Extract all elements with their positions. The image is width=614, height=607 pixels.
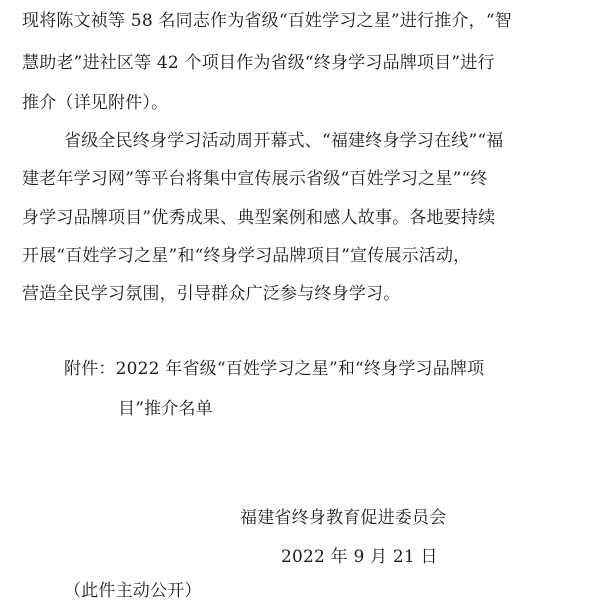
paragraph-2-line-3: 身学习品牌项目”优秀成果、典型案例和感人故事。各地要持续 [22,208,496,228]
paragraph-2-line-2: 建老年学习网”等平台将集中宣传展示省级“百姓学习之星”“终 [22,169,488,189]
paragraph-2-line-4: 开展“百姓学习之星”和“终身学习品牌项目”宣传展示活动， [22,246,471,266]
paragraph-1-line-2: 慧助老”进社区等 42 个项目作为省级“终身学习品牌项目”进行 [22,53,495,73]
paragraph-1-line-1: 现将陈文祯等 58 名同志作为省级“百姓学习之星”进行推介，“智 [22,11,512,31]
signing-organization: 福建省终身教育促进委员会 [240,508,447,528]
attachment-line-1: 附件：2022 年省级“百姓学习之星”和“终身学习品牌项 [64,359,485,379]
paragraph-1-line-3: 推介（详见附件）。 [22,93,169,113]
signing-date: 2022 年 9 月 21 日 [281,547,438,567]
paragraph-2-line-5: 营造全民学习氛围，引导群众广泛参与终身学习。 [22,284,401,304]
attachment-line-2: 目”推介名单 [118,399,213,419]
paragraph-2-line-1: 省级全民终身学习活动周开幕式、“福建终身学习在线”“福 [64,131,504,151]
publication-note: （此件主动公开） [64,581,202,601]
